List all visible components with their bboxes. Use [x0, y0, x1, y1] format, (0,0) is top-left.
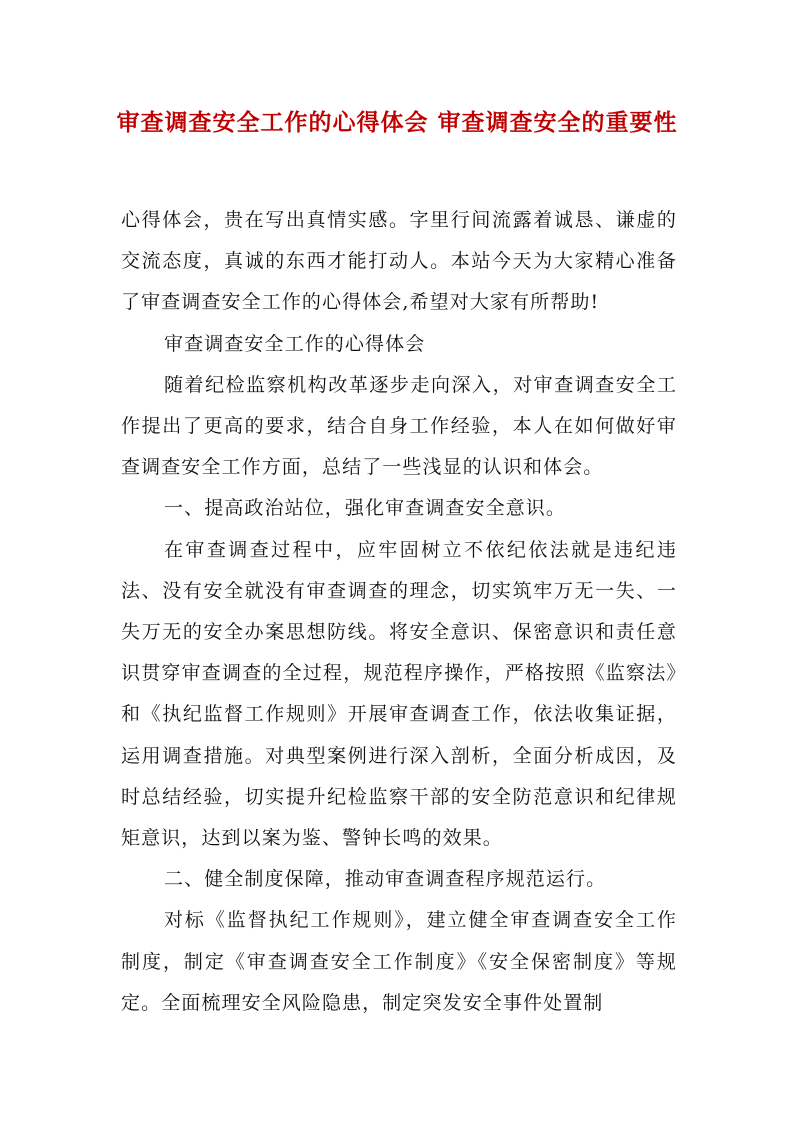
body-paragraph: 在审查调查过程中，应牢固树立不依纪依法就是违纪违法、没有安全就没有审查调查的理念，切实筑牢万无一失、一失万无的安全办案思想防线。将安全意识、保密意识和责任意识贯穿审查调查的全过程，规范程序操作，严格按照《监察法》和《执纪监督工作规则》开展审查调查工作，依法收集证据，运用调查措施。对典型案例进行深入剖析，全面分析成因，及时总结经验，切实提升纪检监察干部的安全防范意识和纪律规矩意识，达到以案为鉴、警钟长鸣的效果。 [121, 538, 677, 850]
intro-paragraph: 心得体会，贵在写出真情实感。字里行间流露着诚恳、谦虚的交流态度，真诚的东西才能打动人。本站今天为大家精心准备了审查调查安全工作的心得体会,希望对大家有所帮助! [121, 209, 677, 314]
body-paragraph: 随着纪检监察机构改革逐步走向深入，对审查调查安全工作提出了更高的要求，结合自身工作经验，本人在如何做好审查调查安全工作方面，总结了一些浅显的认识和体会。 [121, 373, 677, 479]
section-heading-1: 一、提高政治站位，强化审查调查安全意识。 [164, 497, 567, 520]
section-heading-2: 二、健全制度保障，推动审查调查程序规范运行。 [164, 868, 607, 891]
subtitle-paragraph: 审查调查安全工作的心得体会 [164, 332, 426, 355]
body-paragraph: 对标《监督执纪工作规则》，建立健全审查调查安全工作制度，制定《审查调查安全工作制度》《安全保密制度》等规定。全面梳理安全风险隐患，制定突发安全事件处置制 [121, 909, 677, 1014]
document-body [121, 200, 677, 1024]
document-title: 审查调查安全工作的心得体会 审查调查安全的重要性 [116, 109, 678, 136]
